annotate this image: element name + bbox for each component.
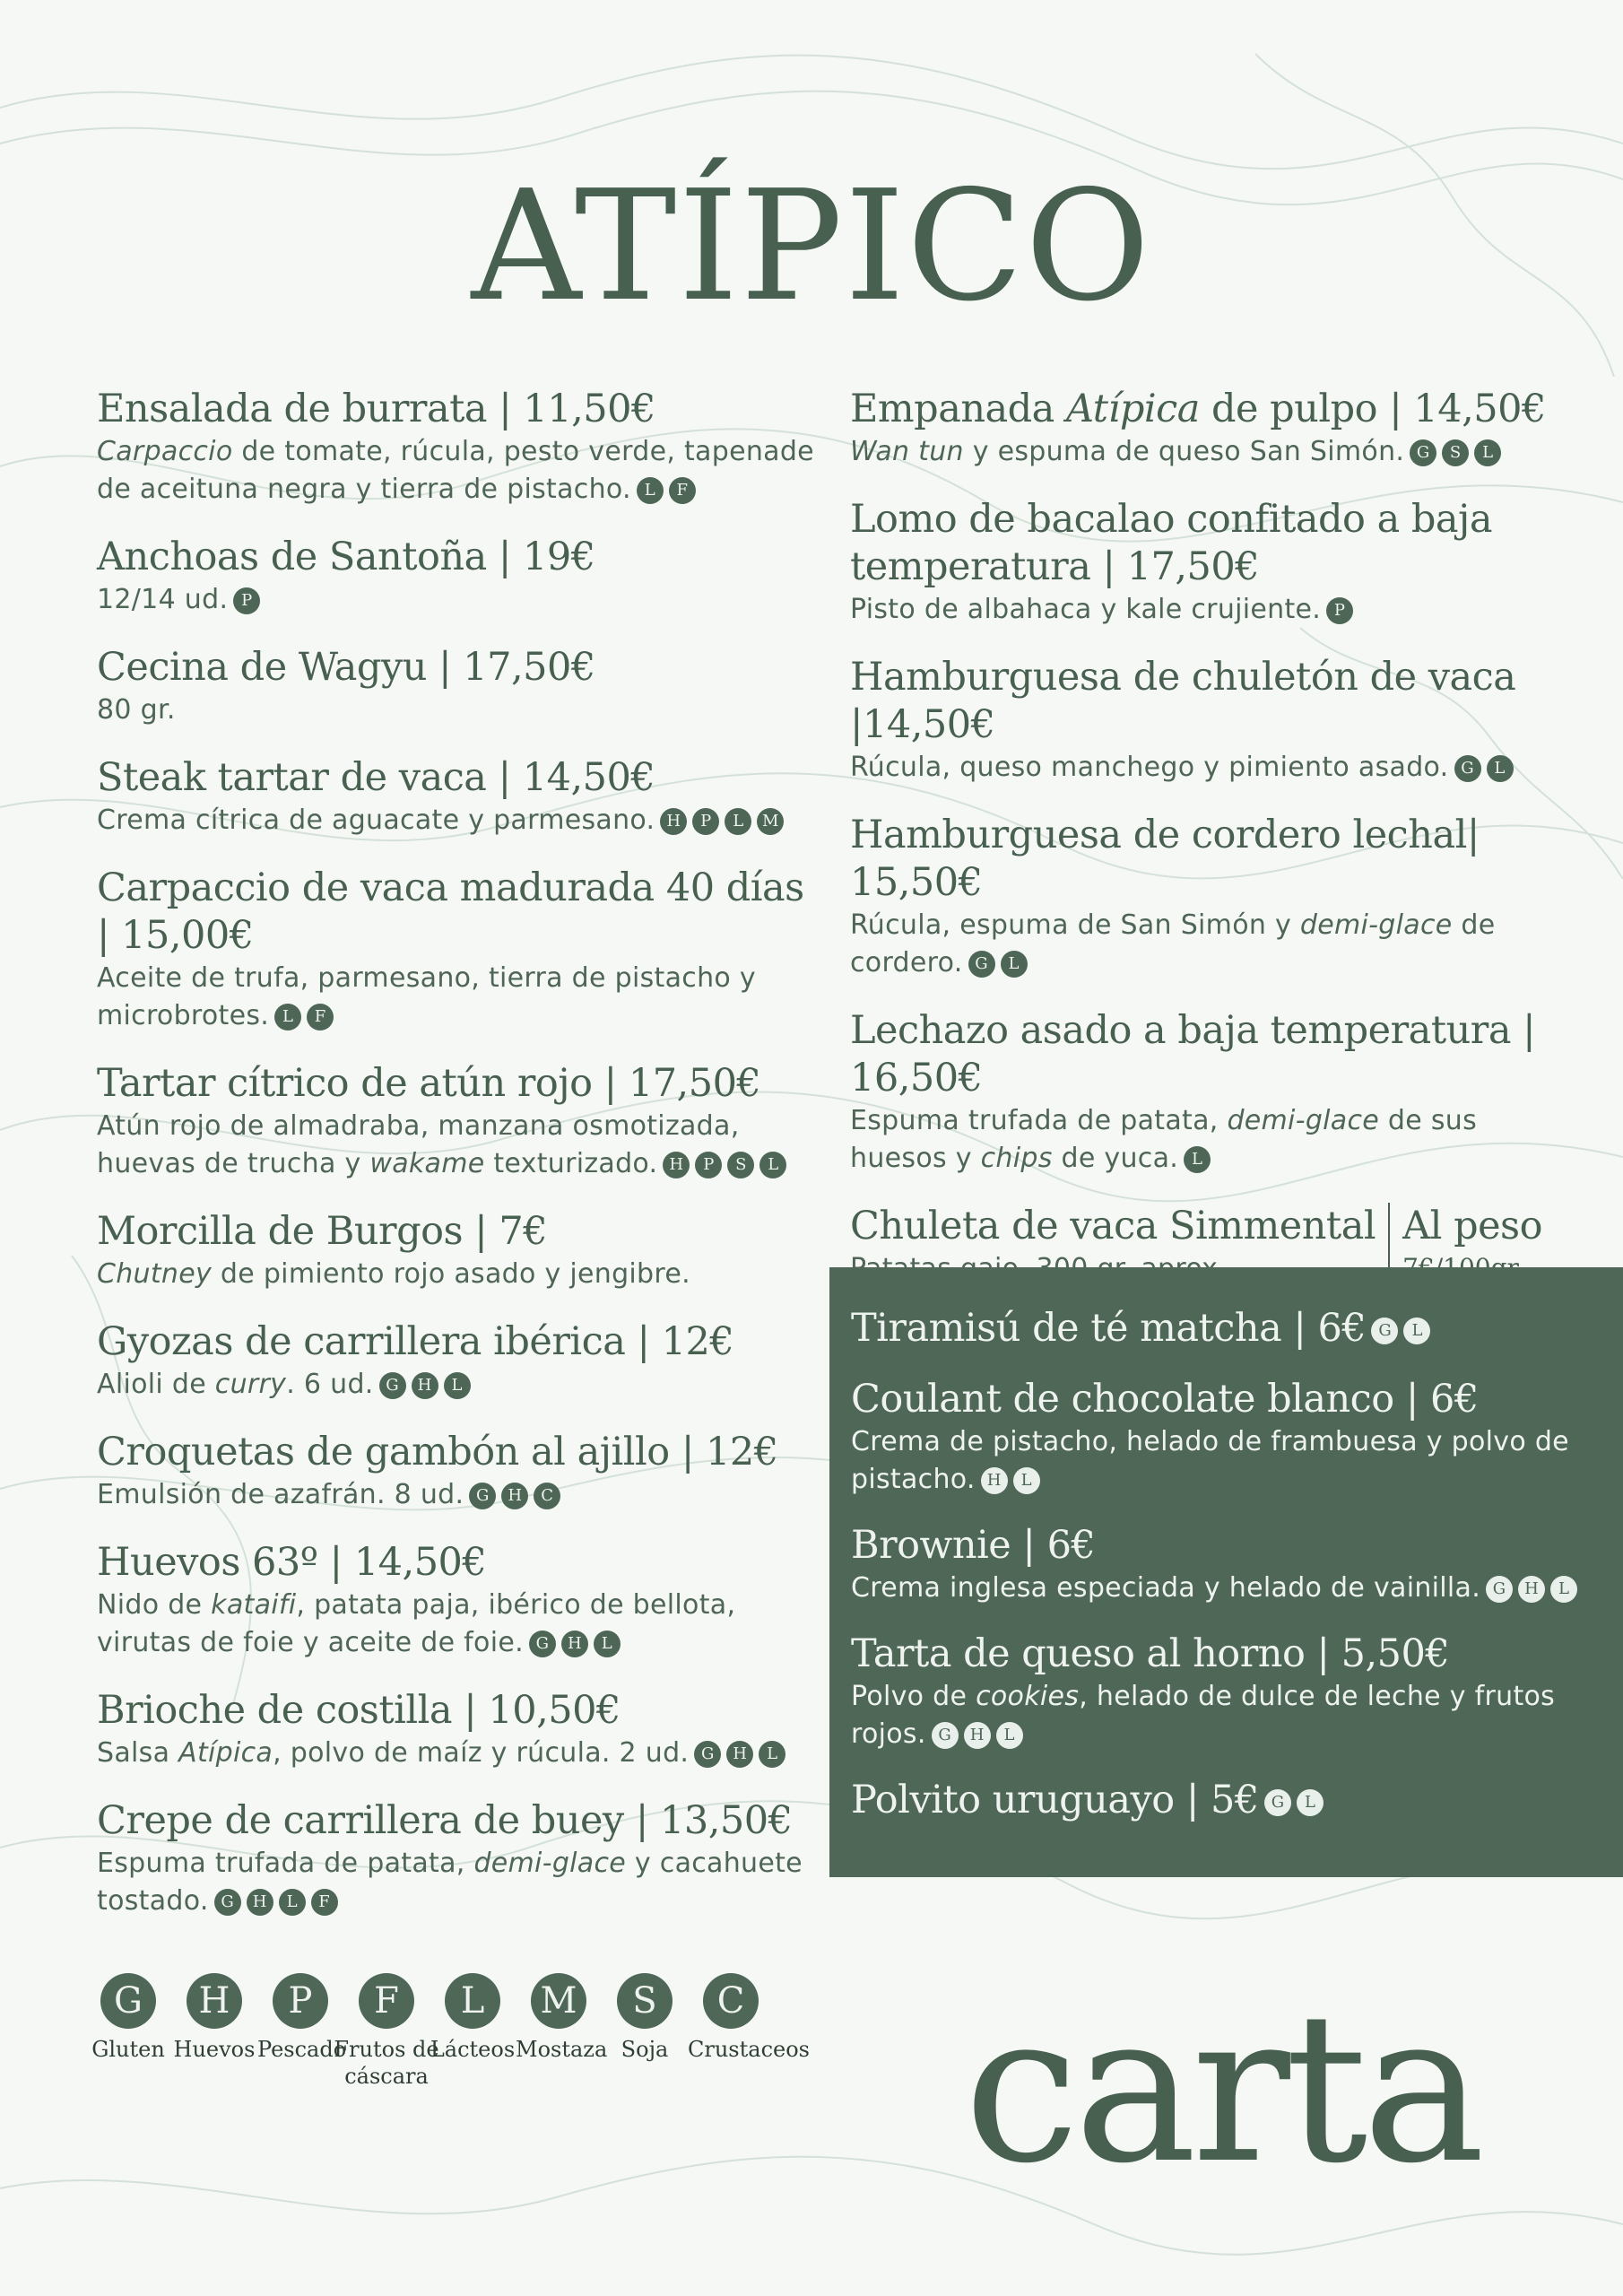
- text-segment: Hamburguesa de chuletón de vaca |14,50€: [850, 655, 1516, 747]
- allergen-badge-g: G: [1486, 1576, 1513, 1603]
- allergen-badge-s: S: [727, 1152, 754, 1178]
- legend-label: Frutos de cáscara: [334, 2037, 439, 2089]
- item-description: [97, 1587, 814, 1662]
- item-title-text: Tarta de queso al horno | 5,50€: [851, 1631, 1450, 1676]
- menu-item: [97, 1539, 814, 1662]
- allergen-badge-h: H: [561, 1631, 588, 1657]
- allergen-badge-h: H: [663, 1152, 690, 1178]
- allergen-icon: F: [359, 1973, 414, 2029]
- menu-item: [97, 644, 814, 729]
- allergen-badge-h: H: [964, 1722, 991, 1749]
- item-title: Carpaccio de vaca madurada 40 días | 15,00€: [97, 865, 804, 958]
- text-segment: Pisto de albahaca y kale crujiente.: [850, 594, 1322, 625]
- text-segment: Carpaccio: [97, 436, 233, 467]
- item-title: [851, 1777, 1604, 1824]
- text-segment: de sus huesos y: [850, 1105, 1477, 1174]
- allergen-badge-l: L: [594, 1631, 621, 1657]
- allergen-badge-f: F: [311, 1889, 338, 1916]
- allergen-badge-h: H: [726, 1741, 753, 1768]
- allergen-badge-h: H: [981, 1467, 1008, 1494]
- text-segment: de pimiento rojo asado y jengibre.: [212, 1258, 690, 1290]
- menu-item: [97, 1208, 814, 1293]
- allergen-badge-l: L: [1184, 1146, 1211, 1173]
- right-column: [850, 386, 1567, 1313]
- allergen-badge-g: G: [1410, 439, 1436, 466]
- text-segment: Aceite de trufa, parmesano, tierra de pistacho y microbrotes.: [97, 962, 756, 1031]
- item-description: [850, 591, 1567, 629]
- item-title: Huevos 63º | 14,50€: [97, 1540, 487, 1585]
- text-segment: Rúcula, espuma de San Simón y: [850, 909, 1300, 941]
- legend-item-p: [257, 1973, 347, 2090]
- text-segment: Empanada: [850, 387, 1066, 431]
- item-description: [97, 581, 814, 619]
- text-segment: demi-glace: [1299, 909, 1453, 941]
- item-description: [97, 433, 814, 509]
- item-title-text: Polvito uruguayo | 5€: [851, 1778, 1259, 1822]
- text-segment: Lechazo asado a baja temperatura | 16,50€: [850, 1008, 1536, 1100]
- item-description: [97, 802, 814, 839]
- item-description: [97, 960, 814, 1035]
- item-title: [851, 1376, 1604, 1423]
- allergen-badge-l: L: [759, 1152, 786, 1178]
- text-segment: y espuma de queso San Simón.: [963, 436, 1405, 467]
- text-segment: kataifi: [211, 1589, 297, 1621]
- legend-item-l: [430, 1973, 516, 2090]
- item-title-text: Coulant de chocolate blanco | 6€: [851, 1377, 1479, 1422]
- legend-label: Mostaza: [516, 2037, 608, 2062]
- menu-item: [97, 1318, 814, 1404]
- left-column: [97, 386, 814, 1945]
- text-segment: wakame: [369, 1148, 485, 1179]
- item-title: [850, 1007, 1567, 1102]
- allergen-badge-l: L: [1001, 951, 1028, 978]
- allergen-icon: C: [703, 1973, 759, 2029]
- item-title: Croquetas de gambón al ajillo | 12€: [97, 1430, 778, 1474]
- price-label: Al peso: [1402, 1204, 1543, 1248]
- brand-logo: ATÍPICO: [471, 158, 1152, 335]
- item-title: Brioche de costilla | 10,50€: [97, 1688, 621, 1733]
- desserts-panel: [829, 1267, 1623, 1877]
- allergen-icon: M: [531, 1973, 586, 2029]
- allergen-badge-c: C: [534, 1483, 560, 1509]
- legend-item-s: [602, 1973, 688, 2090]
- text-segment: Atípica: [178, 1737, 273, 1769]
- text-segment: Polvo de: [851, 1681, 976, 1712]
- dessert-item: [851, 1305, 1604, 1352]
- allergen-badge-p: P: [1326, 597, 1353, 624]
- allergen-badge-g: G: [1454, 755, 1481, 782]
- text-segment: de tomate, rúcula, pesto verde, tapenade de aceituna negra y tierra de pistacho.: [97, 436, 814, 505]
- text-segment: Atún rojo de almadraba, manzana osmotizada, huevas de trucha y: [97, 1110, 740, 1179]
- item-title: Chuleta de vaca Simmental: [850, 1204, 1376, 1248]
- legend-item-h: [171, 1973, 257, 2090]
- allergen-badge-l: L: [274, 1004, 301, 1031]
- text-segment: Espuma trufada de patata,: [97, 1848, 474, 1879]
- allergen-badge-p: P: [692, 808, 719, 835]
- item-title: Gyozas de carrillera ibérica | 12€: [97, 1319, 734, 1364]
- text-segment: Crema cítrica de aguacate y parmesano.: [97, 804, 655, 836]
- menu-item: [97, 865, 814, 1035]
- text-segment: cookies: [976, 1681, 1080, 1712]
- menu-item: [97, 386, 814, 509]
- item-description: [97, 1108, 814, 1183]
- legend-label: Soja: [621, 2037, 669, 2062]
- allergen-badge-h: H: [247, 1889, 273, 1916]
- allergen-icon: G: [100, 1973, 156, 2029]
- item-title: [850, 496, 1567, 591]
- allergen-badge-g: G: [932, 1722, 959, 1749]
- menu-item: [97, 534, 814, 619]
- item-title: Anchoas de Santoña | 19€: [97, 535, 595, 579]
- text-segment: demi-glace: [473, 1848, 627, 1879]
- allergen-badge-l: L: [444, 1372, 471, 1399]
- item-title: [850, 812, 1567, 907]
- item-title: Morcilla de Burgos | 7€: [97, 1209, 548, 1254]
- allergen-icon: H: [187, 1973, 242, 2029]
- item-title: Steak tartar de vaca | 14,50€: [97, 755, 655, 800]
- allergen-badge-g: G: [694, 1741, 721, 1768]
- allergen-badge-f: F: [669, 477, 696, 504]
- allergen-badge-l: L: [996, 1722, 1023, 1749]
- legend-item-g: [85, 1973, 171, 2090]
- menu-item: [97, 1797, 814, 1920]
- legend-item-m: [516, 1973, 608, 2090]
- text-segment: 80 gr.: [97, 694, 176, 726]
- item-title: [851, 1522, 1604, 1570]
- item-title: Tartar cítrico de atún rojo | 17,50€: [97, 1061, 761, 1106]
- text-segment: Wan tun: [850, 436, 964, 467]
- item-description: [97, 1735, 814, 1772]
- allergen-badge-l: L: [1297, 1789, 1324, 1816]
- item-description: [851, 1570, 1604, 1607]
- text-segment: Rúcula, queso manchego y pimiento asado.: [850, 752, 1449, 783]
- item-title-text: Brownie | 6€: [851, 1523, 1096, 1568]
- item-description: [97, 1476, 814, 1514]
- allergen-badge-h: H: [1518, 1576, 1545, 1603]
- legend-label: Huevos: [173, 2037, 256, 2062]
- legend-label: Lácteos: [430, 2037, 516, 2062]
- allergen-badge-l: L: [1487, 755, 1514, 782]
- legend-label: Pescado: [257, 2037, 347, 2062]
- text-segment: de pulpo | 14,50€: [1199, 387, 1546, 431]
- menu-item: [850, 654, 1567, 787]
- allergen-badge-l: L: [1403, 1318, 1430, 1344]
- text-segment: Chutney: [97, 1258, 213, 1290]
- text-segment: Espuma trufada de patata,: [850, 1105, 1228, 1136]
- item-title: Ensalada de burrata | 11,50€: [97, 387, 655, 431]
- allergen-badge-h: H: [412, 1372, 438, 1399]
- allergen-badge-l: L: [637, 477, 664, 504]
- menu-item: [97, 754, 814, 839]
- allergen-badge-l: L: [1550, 1576, 1577, 1603]
- text-segment: Lomo de bacalao confitado a baja temperatura | 17,50€: [850, 497, 1493, 589]
- text-segment: . 6 ud.: [286, 1369, 374, 1400]
- item-description: [97, 1845, 814, 1920]
- text-segment: Nido de: [97, 1589, 212, 1621]
- item-description: [850, 433, 1567, 471]
- text-segment: de yuca.: [1052, 1143, 1179, 1174]
- dessert-item: [851, 1376, 1604, 1499]
- text-segment: y cacahuete tostado.: [97, 1848, 803, 1917]
- allergen-badge-p: P: [695, 1152, 722, 1178]
- item-title: [850, 654, 1567, 749]
- allergen-badge-g: G: [214, 1889, 241, 1916]
- allergen-badge-l: L: [1474, 439, 1501, 466]
- allergen-badge-g: G: [469, 1483, 496, 1509]
- allergen-badge-g: G: [1371, 1318, 1398, 1344]
- text-segment: curry: [214, 1369, 287, 1400]
- text-segment: Atípica: [1066, 387, 1200, 431]
- text-segment: , patata paja, ibérico de bellota, virutas de foie y aceite de foie.: [97, 1589, 736, 1658]
- allergen-badge-h: H: [501, 1483, 528, 1509]
- text-segment: Salsa: [97, 1737, 179, 1769]
- allergen-badge-g: G: [529, 1631, 556, 1657]
- text-segment: Crema inglesa especiada y helado de vainilla.: [851, 1572, 1481, 1604]
- text-segment: Crema de pistacho, helado de frambuesa y polvo de pistacho.: [851, 1426, 1569, 1495]
- legend-label: Crustaceos: [688, 2037, 810, 2062]
- text-segment: demi-glace: [1227, 1105, 1380, 1136]
- allergen-badge-h: H: [660, 808, 687, 835]
- menu-item: [97, 1429, 814, 1514]
- allergen-badge-f: F: [307, 1004, 334, 1031]
- dessert-item: [851, 1777, 1604, 1824]
- item-description: [97, 1256, 814, 1293]
- menu-item: [97, 1687, 814, 1772]
- item-title-text: Tiramisú de té matcha | 6€: [851, 1306, 1367, 1351]
- allergen-icon: P: [273, 1973, 328, 2029]
- item-title: [850, 386, 1567, 433]
- allergen-legend: [85, 1973, 810, 2090]
- legend-label: Gluten: [91, 2037, 165, 2062]
- item-title: [851, 1305, 1604, 1352]
- allergen-badge-g: G: [968, 951, 995, 978]
- allergen-badge-l: L: [725, 808, 751, 835]
- dessert-item: [851, 1631, 1604, 1753]
- menu-item: [850, 812, 1567, 982]
- allergen-badge-s: S: [1442, 439, 1469, 466]
- allergen-badge-l: L: [279, 1889, 306, 1916]
- item-description: [850, 907, 1567, 982]
- item-description: [850, 749, 1567, 787]
- menu-item: [850, 1007, 1567, 1178]
- allergen-badge-l: L: [1013, 1467, 1040, 1494]
- text-segment: chips: [980, 1143, 1053, 1174]
- menu-item: [850, 496, 1567, 629]
- text-segment: 12/14 ud.: [97, 584, 229, 615]
- dessert-item: [851, 1522, 1604, 1607]
- text-segment: , helado de dulce de leche y frutos rojos.: [851, 1681, 1556, 1750]
- item-title: [851, 1631, 1604, 1678]
- text-segment: Alioli de: [97, 1369, 215, 1400]
- item-description: [97, 1366, 814, 1404]
- text-segment: texturizado.: [484, 1148, 658, 1179]
- allergen-badge-g: G: [1264, 1789, 1291, 1816]
- carta-wordmark: carta: [964, 1970, 1480, 2209]
- text-segment: Emulsión de azafrán. 8 ud.: [97, 1479, 464, 1510]
- allergen-badge-p: P: [233, 587, 260, 614]
- item-title: Crepe de carrillera de buey | 13,50€: [97, 1798, 793, 1843]
- allergen-badge-m: M: [757, 808, 784, 835]
- allergen-icon: L: [445, 1973, 500, 2029]
- text-segment: , polvo de maíz y rúcula. 2 ud.: [273, 1737, 690, 1769]
- legend-item-c: [688, 1973, 810, 2090]
- menu-item: [850, 386, 1567, 471]
- item-title: Cecina de Wagyu | 17,50€: [97, 645, 595, 690]
- allergen-icon: S: [617, 1973, 673, 2029]
- allergen-badge-l: L: [759, 1741, 785, 1768]
- allergen-badge-g: G: [379, 1372, 406, 1399]
- menu-item: [97, 1060, 814, 1183]
- item-description: [850, 1102, 1567, 1178]
- text-segment: de cordero.: [850, 909, 1496, 978]
- legend-item-f: [334, 1973, 439, 2090]
- text-segment: Hamburguesa de cordero lechal| 15,50€: [850, 813, 1480, 905]
- item-description: [851, 1423, 1604, 1499]
- item-description: [851, 1678, 1604, 1753]
- item-description: [97, 691, 814, 729]
